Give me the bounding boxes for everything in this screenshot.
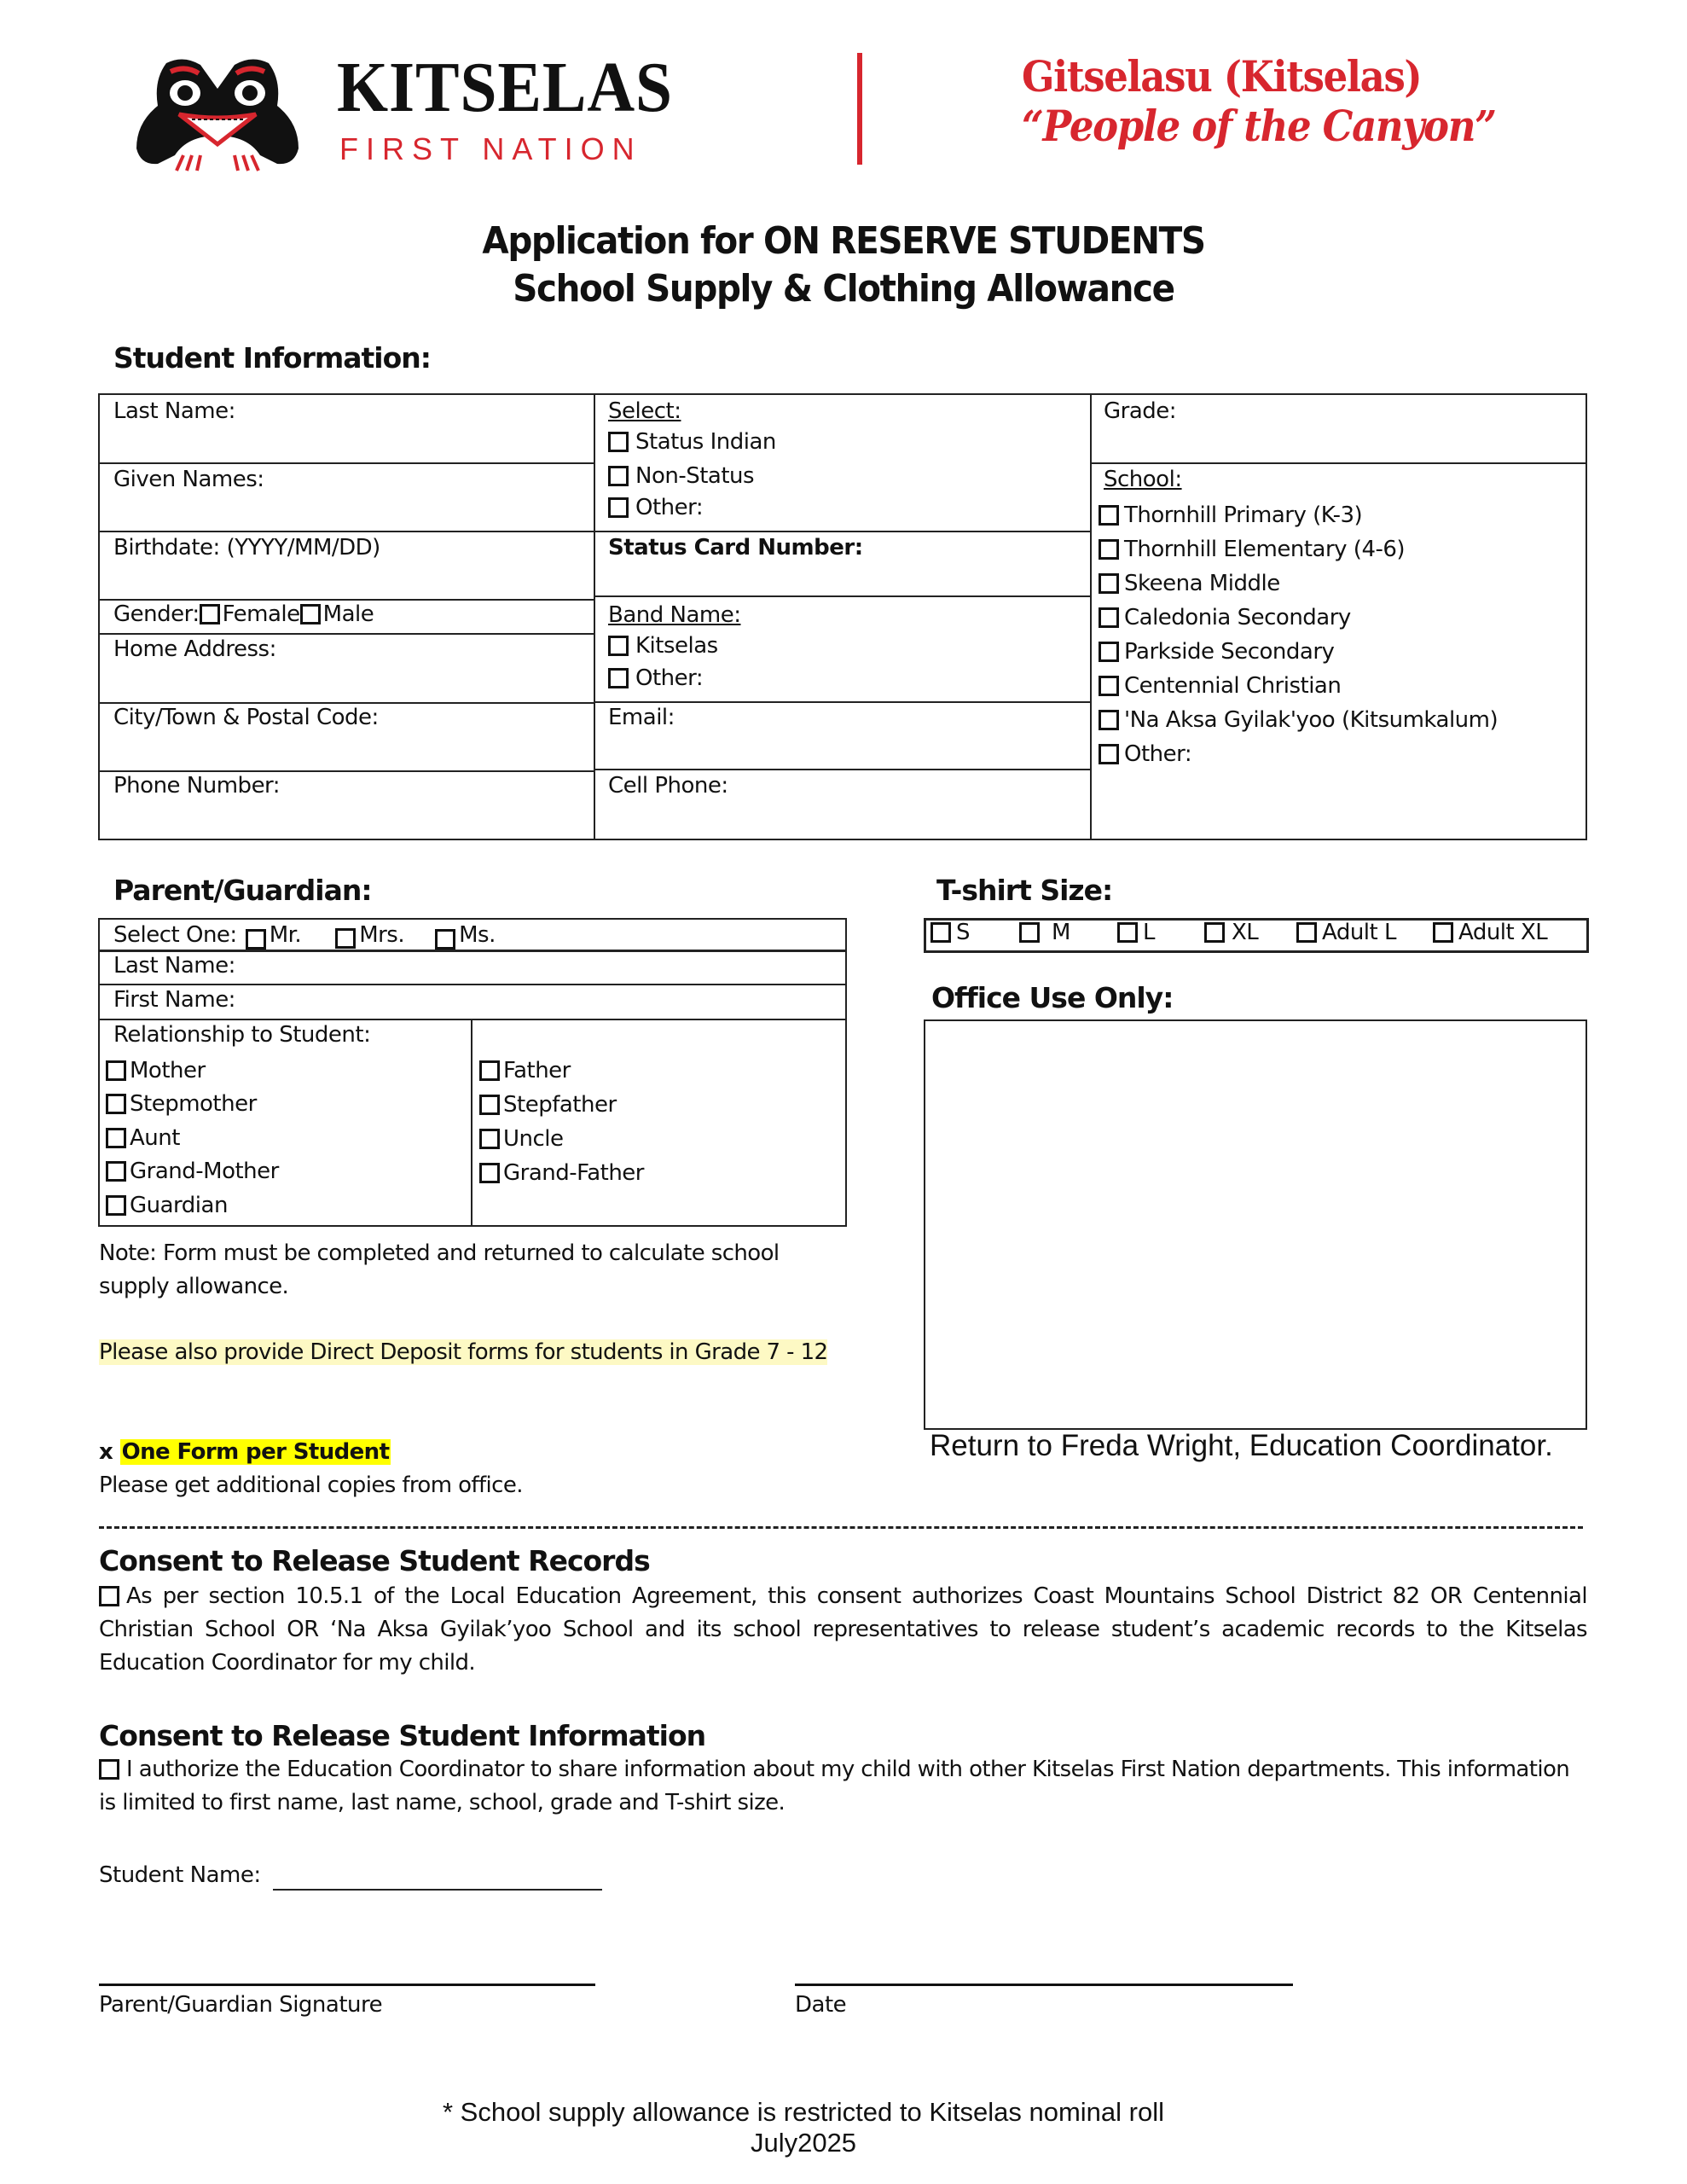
- option-label: 'Na Aksa Gyilak'yoo (Kitsumkalum): [1124, 707, 1499, 733]
- row-line: [98, 950, 847, 952]
- tshirt-option[interactable]: [1433, 920, 1547, 945]
- consent-records-checkbox[interactable]: [99, 1586, 119, 1606]
- parent-signature-line[interactable]: [99, 1984, 595, 1986]
- row-line: [98, 1019, 847, 1020]
- option-label: Guardian: [130, 1192, 228, 1218]
- header-motto: “People of the Canyon”: [1022, 101, 1496, 151]
- checkbox[interactable]: [106, 1161, 126, 1182]
- given-names-field[interactable]: Given Names:: [113, 467, 264, 492]
- band-option[interactable]: [608, 665, 703, 691]
- col-divider-2: [1090, 393, 1092, 840]
- relationship-option[interactable]: [106, 1054, 279, 1088]
- checkbox[interactable]: [608, 432, 629, 452]
- school-option[interactable]: [1099, 532, 1498, 566]
- consent-info-checkbox[interactable]: [99, 1759, 119, 1780]
- checkbox[interactable]: [608, 466, 629, 486]
- option-label: Parkside Secondary: [1124, 639, 1335, 665]
- title-prefix: Application for: [482, 219, 764, 263]
- checkbox[interactable]: [1296, 922, 1317, 943]
- row-line: [98, 702, 594, 704]
- title-ms-checkbox[interactable]: [435, 929, 455, 950]
- title-mrs-checkbox[interactable]: [335, 928, 356, 949]
- band-option[interactable]: [608, 633, 718, 659]
- office-use-box[interactable]: [924, 1019, 1587, 1430]
- school-option[interactable]: [1099, 635, 1498, 669]
- gender-label: Gender:: [113, 601, 200, 627]
- grade-field[interactable]: Grade:: [1104, 398, 1177, 424]
- date-line[interactable]: [795, 1984, 1293, 1986]
- checkbox[interactable]: [1099, 710, 1119, 730]
- row-line: [594, 595, 1091, 597]
- consent-info-heading: Consent to Release Student Information: [99, 1719, 706, 1752]
- option-label: Other:: [1124, 741, 1192, 767]
- checkbox[interactable]: [106, 1060, 126, 1081]
- checkbox[interactable]: [608, 497, 629, 518]
- office-use-heading: Office Use Only:: [931, 981, 1174, 1014]
- form-title: [0, 218, 1687, 313]
- option-label: Centennial Christian: [1124, 673, 1342, 699]
- tshirt-heading: T-shirt Size:: [936, 874, 1113, 907]
- cell-phone-field[interactable]: Cell Phone:: [608, 773, 728, 799]
- checkbox[interactable]: [479, 1163, 500, 1183]
- status-option[interactable]: [608, 463, 754, 489]
- school-options: [1099, 498, 1498, 771]
- option-label: Adult L: [1322, 920, 1396, 945]
- checkbox[interactable]: [106, 1094, 126, 1114]
- header-divider: [857, 53, 862, 165]
- title-mr-label: Mr.: [269, 922, 302, 948]
- title-line2: School Supply & Clothing Allowance: [513, 267, 1174, 311]
- header-nation-name: Gitselasu (Kitselas): [1022, 51, 1422, 102]
- row-line: [98, 633, 594, 635]
- relationship-option[interactable]: [479, 1122, 644, 1156]
- option-label: S: [956, 920, 971, 945]
- tshirt-option[interactable]: [1019, 920, 1070, 945]
- checkbox[interactable]: [1204, 922, 1225, 943]
- status-card-field[interactable]: Status Card Number:: [608, 535, 863, 561]
- checkbox[interactable]: [1433, 922, 1453, 943]
- option-label: Uncle: [503, 1126, 564, 1152]
- copies-note: Please get additional copies from office.: [99, 1472, 523, 1498]
- option-label: Stepmother: [130, 1091, 257, 1118]
- row-line: [98, 984, 847, 985]
- col-divider: [471, 1019, 472, 1227]
- checkbox[interactable]: [479, 1095, 500, 1115]
- phone-number-field[interactable]: Phone Number:: [113, 773, 281, 799]
- option-label: Other:: [635, 495, 704, 520]
- relationship-option[interactable]: [106, 1188, 279, 1223]
- date-label: Date: [795, 1992, 847, 2018]
- gender-female-checkbox[interactable]: [200, 604, 220, 624]
- tshirt-option[interactable]: [1117, 920, 1155, 945]
- checkbox[interactable]: [1099, 744, 1119, 764]
- last-name-field[interactable]: Last Name:: [113, 398, 235, 424]
- consent-info-text: [99, 1753, 1587, 1820]
- tshirt-option[interactable]: [1204, 920, 1258, 945]
- parent-last-name-field[interactable]: Last Name:: [113, 953, 235, 979]
- consent-records-heading: Consent to Release Student Records: [99, 1544, 650, 1577]
- checkbox[interactable]: [1099, 607, 1119, 628]
- school-option[interactable]: [1099, 737, 1498, 771]
- school-option[interactable]: [1099, 703, 1498, 737]
- option-label: L: [1143, 920, 1155, 945]
- checkbox[interactable]: [1117, 922, 1138, 943]
- option-label: Stepfather: [503, 1092, 617, 1118]
- footer-date: July2025: [750, 2128, 857, 2158]
- school-option[interactable]: [1099, 601, 1498, 635]
- school-option[interactable]: [1099, 498, 1498, 532]
- relationship-option[interactable]: [479, 1054, 644, 1088]
- status-option[interactable]: [608, 495, 703, 520]
- return-to-note: Return to Freda Wright, Education Coordinator.: [930, 1429, 1553, 1462]
- option-label: Father: [503, 1058, 571, 1083]
- parent-signature-label: Parent/Guardian Signature: [99, 1992, 383, 2018]
- parent-first-name-field[interactable]: First Name:: [113, 987, 235, 1013]
- gender-male-label: Male: [322, 601, 374, 627]
- option-label: Grand-Mother: [130, 1159, 279, 1185]
- logo-subtitle: FIRST NATION: [339, 131, 642, 166]
- option-label: Kitselas: [635, 633, 718, 659]
- option-label: Status Indian: [635, 429, 776, 455]
- title-mrs-label: Mrs.: [359, 922, 405, 948]
- gender-female-label: Female: [222, 601, 300, 627]
- row-line: [594, 769, 1091, 770]
- status-option[interactable]: [608, 429, 776, 455]
- option-label: Caledonia Secondary: [1124, 605, 1351, 630]
- checkbox[interactable]: [608, 636, 629, 656]
- logo-title: KITSELAS: [337, 48, 673, 127]
- direct-deposit-text: Please also provide Direct Deposit forms for students in Grade 7 - 12: [99, 1339, 828, 1365]
- school-label: School:: [1104, 467, 1182, 492]
- title-select-row: [113, 921, 496, 950]
- student-info-heading: Student Information:: [113, 341, 431, 375]
- checkbox[interactable]: [930, 922, 951, 943]
- relationship-label: Relationship to Student:: [113, 1022, 371, 1048]
- checkbox[interactable]: [1099, 539, 1119, 560]
- checkbox[interactable]: [608, 668, 629, 688]
- student-name-input[interactable]: [273, 1889, 602, 1891]
- checkbox[interactable]: [479, 1129, 500, 1149]
- option-label: M: [1052, 920, 1070, 945]
- relationship-option[interactable]: [479, 1156, 644, 1190]
- one-form-note: [99, 1436, 391, 1469]
- checkbox[interactable]: [479, 1060, 500, 1081]
- checkbox[interactable]: [1099, 642, 1119, 662]
- option-label: Thornhill Primary (K-3): [1124, 502, 1363, 528]
- checkbox[interactable]: [1019, 922, 1040, 943]
- row-line: [98, 531, 594, 532]
- form-note: Note: Form must be completed and returned to calculate school supply allowance.: [99, 1240, 780, 1299]
- one-form-text: One Form per Student: [121, 1439, 390, 1465]
- col-divider-1: [594, 393, 595, 840]
- checkbox[interactable]: [1099, 573, 1119, 594]
- row-line: [594, 531, 1091, 532]
- tshirt-option[interactable]: [1296, 920, 1396, 945]
- student-name-label: Student Name:: [99, 1862, 261, 1888]
- checkbox[interactable]: [1099, 505, 1119, 526]
- gender-row: [113, 601, 374, 627]
- title-emphasis: ON RESERVE STUDENTS: [763, 219, 1205, 263]
- row-line: [98, 599, 594, 601]
- city-postal-field[interactable]: City/Town & Postal Code:: [113, 705, 379, 730]
- kitselas-logo-icon: [132, 55, 303, 174]
- direct-deposit-note: [99, 1336, 867, 1369]
- relationship-option[interactable]: [106, 1088, 279, 1122]
- option-label: Skeena Middle: [1124, 571, 1280, 596]
- option-label: Non-Status: [635, 463, 755, 489]
- consent-info-body: I authorize the Education Coordinator to share information about my child with other Kitselas First Nation departments. This information is limited to first name, last name, school, grade and T-shirt size.: [99, 1757, 1570, 1815]
- home-address-field[interactable]: Home Address:: [113, 636, 276, 662]
- relationship-right: [479, 1054, 644, 1190]
- row-line: [98, 770, 594, 772]
- parent-heading: Parent/Guardian:: [113, 874, 372, 907]
- birthdate-field[interactable]: Birthdate: (YYYY/MM/DD): [113, 535, 380, 561]
- option-label: Mother: [130, 1057, 206, 1083]
- footer-restriction: * School supply allowance is restricted to Kitselas nominal roll: [442, 2097, 1164, 2127]
- relationship-left: [106, 1054, 279, 1223]
- x-mark: x: [99, 1439, 113, 1465]
- dashed-divider: [99, 1526, 1583, 1529]
- option-label: Aunt: [130, 1124, 180, 1151]
- gender-male-checkbox[interactable]: [300, 604, 321, 624]
- row-line: [594, 701, 1091, 703]
- option-label: Grand-Father: [503, 1160, 644, 1186]
- checkbox[interactable]: [1099, 676, 1119, 696]
- relationship-option[interactable]: [106, 1155, 279, 1189]
- relationship-option[interactable]: [106, 1121, 279, 1155]
- checkbox[interactable]: [106, 1195, 126, 1216]
- title-mr-checkbox[interactable]: [246, 929, 266, 950]
- select-one-label: Select One:: [113, 922, 237, 948]
- title-ms-label: Ms.: [459, 922, 496, 948]
- email-field[interactable]: Email:: [608, 705, 675, 730]
- option-label: Other:: [635, 665, 704, 691]
- status-select-label: Select:: [608, 398, 681, 424]
- relationship-option[interactable]: [479, 1088, 644, 1122]
- tshirt-option[interactable]: [930, 920, 970, 945]
- header: [0, 0, 1687, 196]
- checkbox[interactable]: [106, 1128, 126, 1148]
- option-label: Adult XL: [1458, 920, 1548, 945]
- band-name-label: Band Name:: [608, 602, 741, 628]
- option-label: XL: [1232, 920, 1259, 945]
- school-option[interactable]: [1099, 566, 1498, 601]
- consent-records-body: As per section 10.5.1 of the Local Education Agreement, this consent authorizes Coast Mountains School District 82 OR Centennial Christian School OR ‘Na Aksa Gyilak’yoo School and its school representatives to release student’s academic records to the Kitselas Education Coordinator for my child.: [99, 1583, 1587, 1676]
- consent-records-text: [99, 1580, 1587, 1680]
- school-option[interactable]: [1099, 669, 1498, 703]
- row-line: [98, 462, 594, 464]
- option-label: Thornhill Elementary (4-6): [1124, 537, 1406, 562]
- row-line: [1090, 462, 1587, 464]
